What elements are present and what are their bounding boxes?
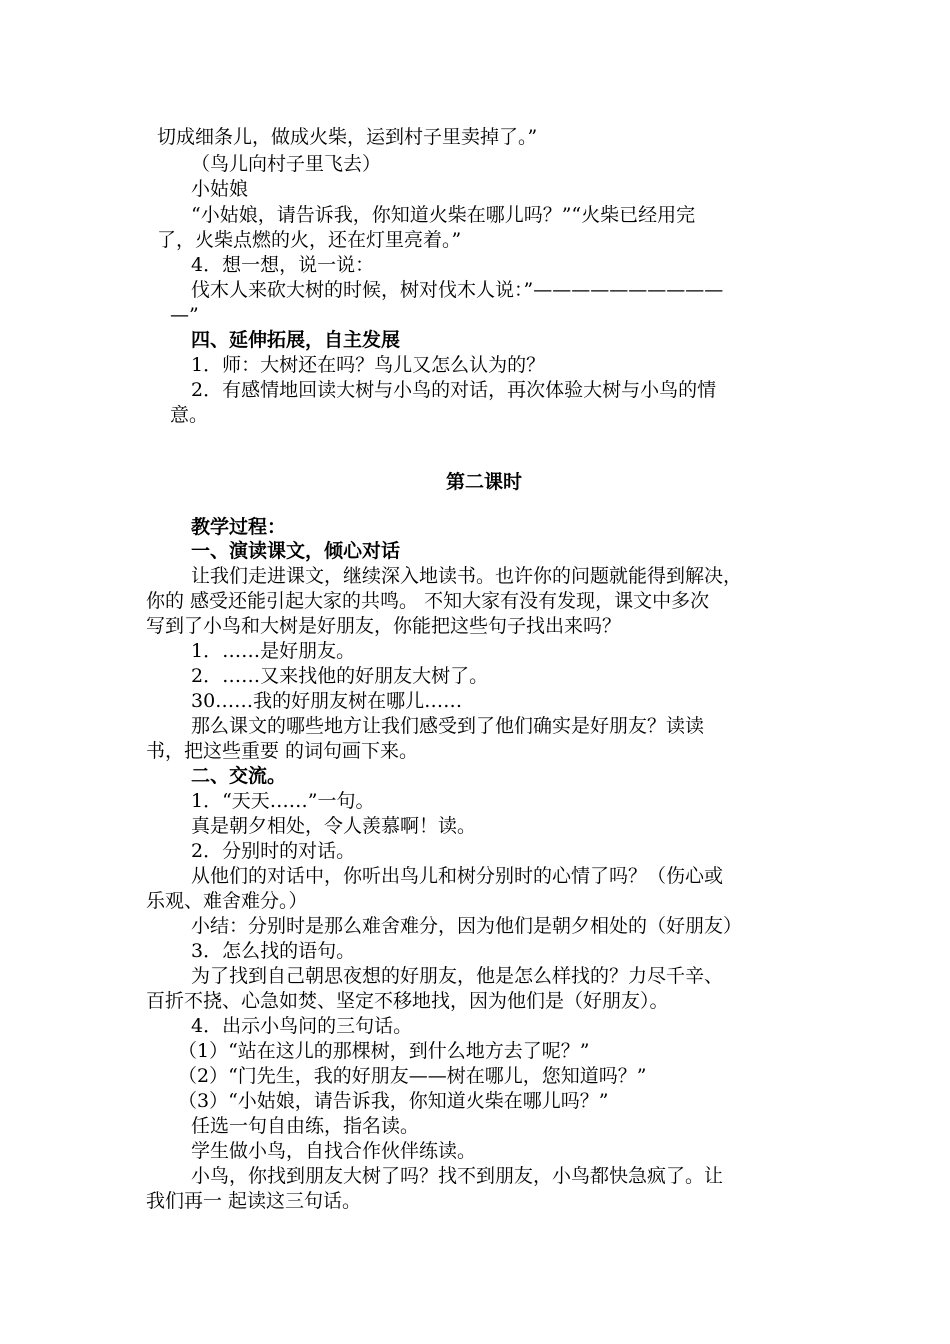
text-line: 百折不挠、心急如焚、坚定不移地找，因为他们是（好朋友）。 bbox=[146, 990, 669, 1012]
text-line: （3）“小姑娘，请告诉我，你知道火柴在哪儿吗？” bbox=[178, 1090, 609, 1112]
text-line: —” bbox=[170, 304, 199, 326]
text-line: 伐木人来砍大树的时候，树对伐木人说：”—————————— bbox=[191, 279, 724, 301]
text-line: 我们再一 起读这三句话。 bbox=[146, 1190, 362, 1212]
text-line: 真是朝夕相处，令人羡慕啊！读。 bbox=[191, 815, 477, 837]
text-line: 从他们的对话中，你听出鸟儿和树分别时的心情了吗？（伤心或 bbox=[191, 865, 724, 887]
text-line: 让我们走进课文，继续深入地读书。也许你的问题就能得到解决， bbox=[191, 565, 743, 587]
text-line: （1）“站在这儿的那棵树，到什么地方去了呢？” bbox=[178, 1040, 590, 1062]
section-heading: 一、演读课文，倾心对话 bbox=[191, 540, 401, 562]
text-line: （鸟儿向村子里飞去） bbox=[191, 153, 382, 175]
text-line: （2）“门先生，我的好朋友——树在哪儿，您知道吗？” bbox=[178, 1065, 647, 1087]
text-line: “小姑娘，请告诉我，你知道火柴在哪儿吗？”“火柴已经用完 bbox=[191, 204, 696, 226]
text-line: 30……我的好朋友树在哪儿…… bbox=[191, 690, 463, 712]
text-line: 1．师：大树还在吗？鸟儿又怎么认为的？ bbox=[191, 354, 546, 376]
text-line: 为了找到自己朝思夜想的好朋友，他是怎么样找的？力尽千辛、 bbox=[191, 965, 724, 987]
text-line: 切成细条儿，做成火柴，运到村子里卖掉了。” bbox=[157, 126, 538, 148]
text-line: 2．有感情地回读大树与小鸟的对话，再次体验大树与小鸟的情 bbox=[191, 379, 717, 401]
text-line: 了，火柴点燃的火，还在灯里亮着。” bbox=[157, 229, 462, 251]
text-line: 书，把这些重要 的词句画下来。 bbox=[146, 740, 419, 762]
text-line: 1．……是好朋友。 bbox=[191, 640, 356, 662]
text-line: 任选一句自由练，指名读。 bbox=[191, 1115, 420, 1137]
text-line: 1．“天天……”一句。 bbox=[191, 790, 375, 812]
text-line: 3．怎么找的语句。 bbox=[191, 940, 356, 962]
text-line: 那么课文的哪些地方让我们感受到了他们确实是好朋友？读读 bbox=[191, 715, 705, 737]
text-line: 意。 bbox=[170, 404, 209, 426]
text-line: 小鸟，你找到朋友大树了吗？找不到朋友，小鸟都快急疯了。让 bbox=[191, 1165, 724, 1187]
section-heading: 二、交流。 bbox=[191, 765, 287, 787]
text-line: 4．想一想，说一说： bbox=[191, 254, 375, 276]
section-heading: 四、延伸拓展，自主发展 bbox=[191, 329, 401, 351]
text-line: 你的 感受还能引起大家的共鸣。 不知大家有没有发现，课文中多次 bbox=[146, 590, 710, 612]
text-line: 小结：分别时是那么难舍难分，因为他们是朝夕相处的（好朋友） bbox=[191, 915, 743, 937]
text-line: 2．分别时的对话。 bbox=[191, 840, 356, 862]
lesson-title: 第二课时 bbox=[446, 471, 523, 493]
text-line: 2．……又来找他的好朋友大树了。 bbox=[191, 665, 489, 687]
text-line: 小姑娘 bbox=[191, 178, 249, 200]
text-line: 学生做小鸟，自找合作伙伴练读。 bbox=[191, 1140, 477, 1162]
text-line: 4．出示小鸟问的三句话。 bbox=[191, 1015, 413, 1037]
section-heading: 教学过程： bbox=[191, 516, 287, 538]
text-line: 写到了小鸟和大树是好朋友，你能把这些句子找出来吗？ bbox=[146, 615, 622, 637]
text-line: 乐观、难舍难分。） bbox=[146, 890, 308, 912]
